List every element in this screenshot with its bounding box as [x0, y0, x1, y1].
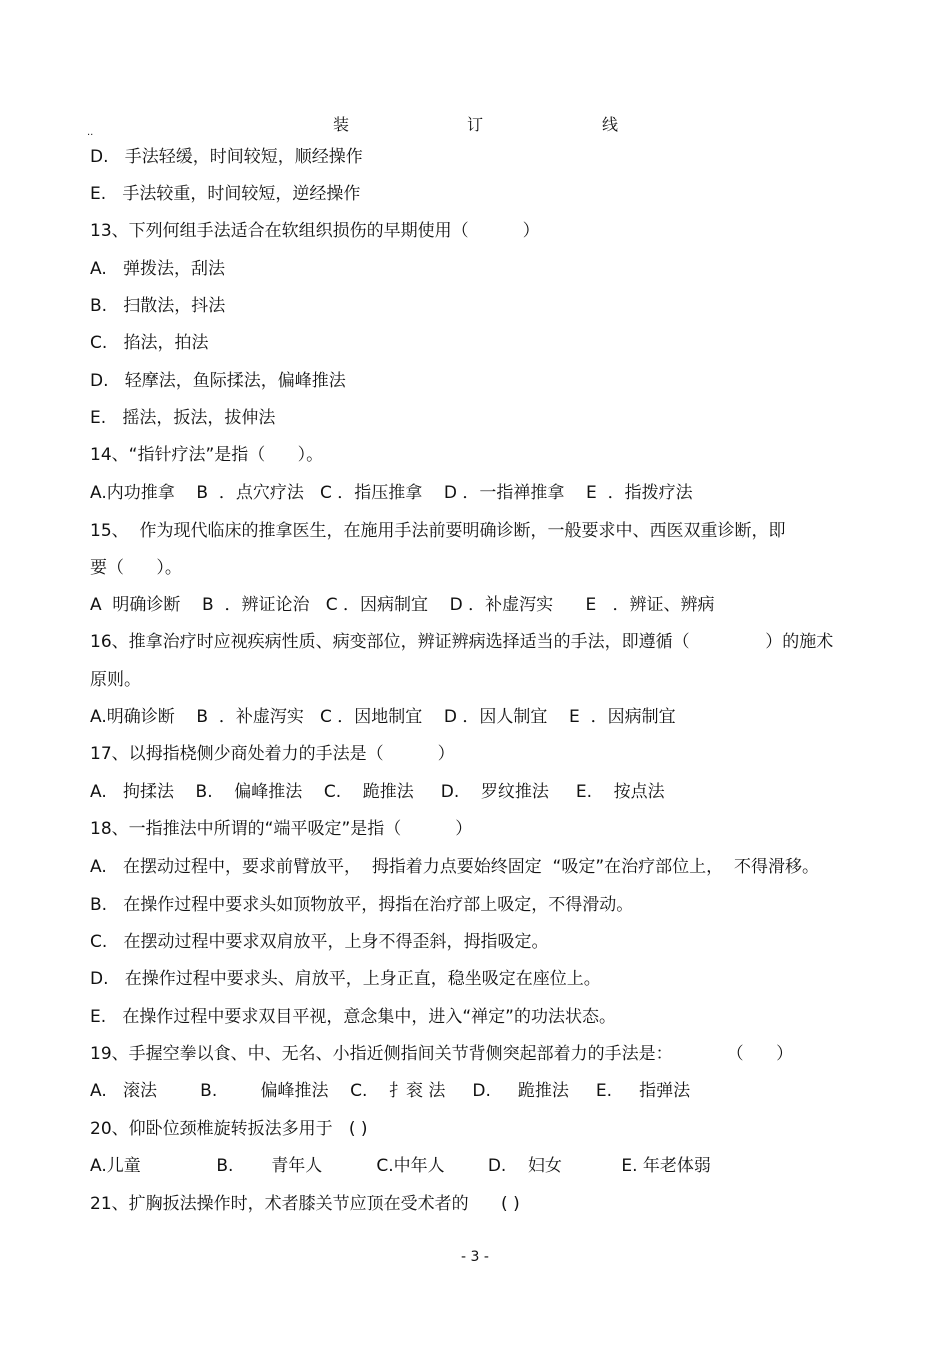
text-line: A.内功推拿 B ．点穴疗法 C ．指压推拿 D ．一指禅推拿 E ．指拨疗法	[90, 483, 693, 503]
text-line: 要（ ）。	[90, 558, 182, 578]
question-15: 15、 作为现代临床的推拿医生，在施用手法前要明确诊断，一般要求中、西医双重诊断，即	[90, 521, 786, 541]
text-line: E. 手法较重，时间较短，逆经操作	[90, 184, 361, 204]
text-line: D. 手法轻缓，时间较短，顺经操作	[90, 147, 363, 167]
text-line: A. 在摆动过程中，要求前臂放平， 拇指着力点要始终固定 “吸定”在治疗部位上， 不得滑移。	[90, 857, 819, 877]
question-18: 18、一指推法中所谓的“端平吸定”是指（ ）	[90, 819, 473, 839]
question-13: 13、下列何组手法适合在软组织损伤的早期使用（ ）	[90, 221, 540, 241]
binding-char-ding: 订	[467, 115, 484, 134]
question-20: 20、仰卧位颈椎旋转扳法多用于 ( )	[90, 1119, 368, 1139]
question-19: 19、手握空拳以食、中、无名、小指近侧指间关节背侧突起部着力的手法是： （ ）	[90, 1044, 794, 1064]
binding-char-xian: 线	[602, 115, 619, 134]
text-line: D. 轻摩法，鱼际揉法，偏峰推法	[90, 371, 346, 391]
binding-char-zhuang: 装	[333, 115, 350, 134]
text-line: A. 滚法 B. 偏峰推法 C. 扌衮 法 D. 跪推法 E. 指弹法	[90, 1081, 691, 1101]
text-line: A.儿童 B. 青年人 C.中年人 D. 妇女 E. 年老体弱	[90, 1156, 711, 1176]
text-line: D. 在操作过程中要求头、肩放平，上身正直，稳坐吸定在座位上。	[90, 969, 601, 989]
text-line: E. 摇法，扳法，拔伸法	[90, 408, 276, 428]
text-line: B. 在操作过程中要求头如顶物放平，拇指在治疗部上吸定，不得滑动。	[90, 895, 634, 915]
text-line: B. 扫散法，抖法	[90, 296, 226, 316]
text-line: E. 在操作过程中要求双目平视，意念集中，进入“禅定”的功法状态。	[90, 1007, 616, 1027]
text-line: A. 弹拨法，刮法	[90, 259, 225, 279]
text-line: 原则。	[90, 670, 141, 690]
text-line: C. 掐法，拍法	[90, 333, 209, 353]
text-line: A 明确诊断 B ．辨证论治 C ．因病制宜 D ．补虚泻实 E ．辨证、辨病	[90, 595, 715, 615]
binding-line-label	[0, 112, 950, 134]
text-line: A.明确诊断 B ．补虚泻实 C ．因地制宜 D ．因人制宜 E ．因病制宜	[90, 707, 676, 727]
corner-mark: ..	[87, 127, 94, 138]
text-line: A. 拘揉法 B. 偏峰推法 C. 跪推法 D. 罗纹推法 E. 按点法	[90, 782, 665, 802]
question-17: 17、以拇指桡侧少商处着力的手法是（ ）	[90, 744, 455, 764]
question-16: 16、推拿治疗时应视疾病性质、病变部位，辨证辨病选择适当的手法，即遵循（ ）的施术	[90, 632, 834, 652]
text-line: C. 在摆动过程中要求双肩放平，上身不得歪斜，拇指吸定。	[90, 932, 549, 952]
page-number: - 3 -	[461, 1249, 489, 1265]
question-14: 14、“指针疗法”是指（ ）。	[90, 445, 324, 465]
question-21: 21、扩胸扳法操作时，术者膝关节应顶在受术者的 ( )	[90, 1194, 520, 1214]
